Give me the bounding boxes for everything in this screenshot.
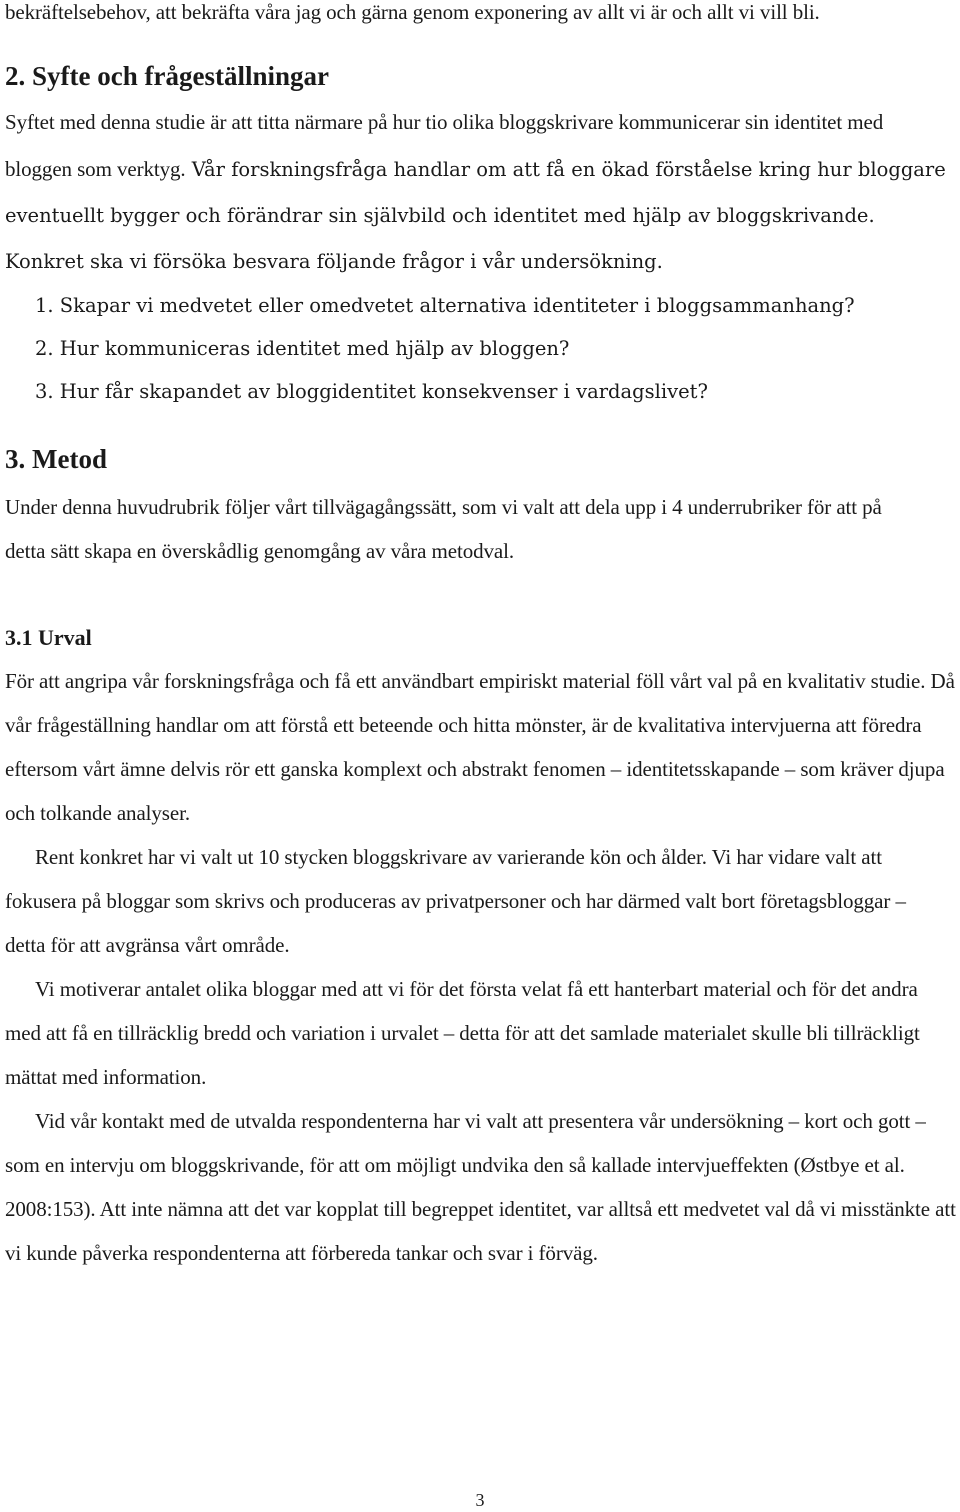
urval-paragraph-3: Vi motiverar antalet olika bloggar med att vi för det första velat få ett hanterbart material och för det andra med att få en tillräcklig bredd och variation i urvalet – detta för att det samlade materialet skulle bli tillräckligt mättat med information. xyxy=(5,977,920,1089)
section-3-1-heading: 3.1 Urval xyxy=(5,625,92,650)
research-question-text: Vår forskningsfråga handlar om att få en ökad förståelse kring hur bloggare eventuellt bygger och förändrar sin självbild och identitet med hjälp av bloggskrivande. Konkret ska vi försöka besvara följande frågor i vår undersökning. xyxy=(5,158,946,273)
section-3-heading: 3. Metod xyxy=(5,444,107,474)
list-item: 2. Hur kommuniceras identitet med hjälp av bloggen? xyxy=(35,337,570,360)
research-questions-list xyxy=(5,284,955,413)
purpose-text: Syftet med denna studie är att titta närmare på hur tio olika bloggskrivare kommunicerar sin identitet med bloggen som verktyg. xyxy=(5,110,884,181)
section-2-heading: 2. Syfte och frågeställningar xyxy=(5,61,329,91)
document-page xyxy=(5,0,955,1275)
intro-paragraph: bekräftelsebehov, att bekräfta våra jag och gärna genom exponering av allt vi är och allt vi vill bli. xyxy=(5,0,820,24)
urval-paragraph-4: Vid vår kontakt med de utvalda respondenterna har vi valt att presentera vår undersökning – kort och gott – som en intervju om bloggskrivande, för att om möjligt undvika den så kallade intervjueffekten (Østbye et al. 2008:153). Att inte nämna att det var kopplat till begreppet identitet, var alltså ett medvetet val då vi misstänkte att vi kunde påverka respondenterna att förbereda tankar och svar i förväg. xyxy=(5,1109,956,1265)
section-2-paragraph xyxy=(5,100,955,286)
page-number: 3 xyxy=(475,1490,485,1510)
urval-paragraph-1: För att angripa vår forskningsfråga och få ett användbart empiriskt material föll vårt val på en kvalitativ studie. Då vår frågeställning handlar om att förstå ett beteende och hitta mönster, är de kvalitativa intervjuerna att föredra eftersom vårt ämne delvis rör ett ganska komplext och abstrakt fenomen – identitetsskapande – som kräver djupa och tolkande analyser. xyxy=(5,669,955,825)
list-item: 3. Hur får skapandet av bloggidentitet konsekvenser i vardagslivet? xyxy=(35,380,708,403)
list-item: 1. Skapar vi medvetet eller omedvetet alternativa identiteter i bloggsammanhang? xyxy=(35,294,855,317)
section-3-paragraph: Under denna huvudrubrik följer vårt tillvägagångssätt, som vi valt att dela upp i 4 underrubriker för att på detta sätt skapa en överskådlig genomgång av våra metodval. xyxy=(5,495,882,563)
urval-paragraph-2: Rent konkret har vi valt ut 10 stycken bloggskrivare av varierande kön och ålder. Vi har vidare valt att fokusera på bloggar som skrivs och produceras av privatpersoner och har därmed valt bort företagsbloggar – detta för att avgränsa vårt område. xyxy=(5,845,906,957)
